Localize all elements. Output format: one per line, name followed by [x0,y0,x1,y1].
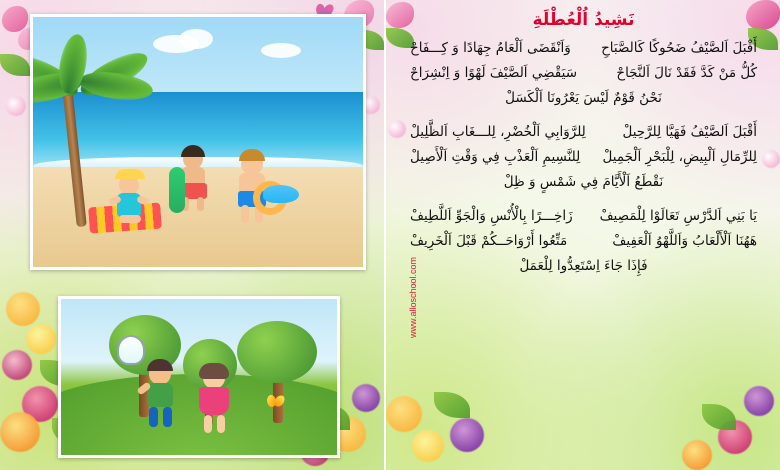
right-poem-panel [384,0,780,470]
verse-hemistich-second: زَاخِـــرًا بِالْأُنْسِ وَالْجَوِّ اَللَّطِيفْ [410,207,573,224]
flower-petal-decoration [2,6,28,32]
verse-hemistich-first: لِلرِّمَالِ اَلْبِيضِ، لِلْبَحْرِ اَلْجَمِيلْ [602,148,758,165]
poem-body [400,0,767,470]
poem-verse [406,204,761,229]
verse-hemistich-second: مَتِّعُوا أَرْوَاحَــكُمْ قَبْلَ اَلْخَرِيفْ [410,232,568,249]
poem-verse [406,254,761,279]
poem-stanza [406,120,761,195]
flower-decoration [6,96,26,116]
flower-decoration [6,292,40,326]
flower-decoration [0,412,40,452]
poem-stanza [406,36,761,111]
poem-verse [406,86,761,111]
verse-hemistich-second: لِلنَّسِيمِ اَلْعَذْبِ فِي وَقْتِ اَلْأَصِيلْ [410,148,581,165]
beach-scene-illustration [30,14,366,270]
verse-hemistich-first: أَقْبَلَ اَلصَّيْفُ ضَحُوكًا كَالصَّبَاحِ [601,40,758,56]
cloud-shape [261,43,301,58]
verse-hemistich-first: أَقْبَلَ اَلصَّيْفُ فَهَيَّا لِلرَّحِيلْ [622,123,758,140]
verse-hemistich-first: هَهُنَا اَلْأَلْعَابُ وَاَللَّهْوُ اَلْعَفِيفْ [612,232,758,249]
watermark-text: www.alloschool.com [408,256,419,338]
poem-verse [406,61,761,86]
garden-scene-illustration [58,296,340,458]
child-figure-boy-green [173,145,217,211]
poem-verse [406,36,761,61]
poem-stanza [406,204,761,279]
verse-hemistich-single: نَحْنُ قَوْمٌ لَيْسَ يَعْرُونَا اَلْكَسَلْ [505,89,662,106]
flower-decoration [2,350,32,380]
child-figure-girl-garden [193,365,239,435]
verse-hemistich-second: سَيَقْضِي اَلصَّيْفَ لَهْوًا وَ اِنْشِرَاحْ [410,64,578,81]
child-figure-boy-ring [229,151,279,227]
child-figure-boy-garden [139,361,185,431]
flower-decoration [26,324,56,354]
inflatable-dolphin [263,185,299,203]
cloud-shape [179,29,213,49]
poem-verse [406,120,761,145]
verse-hemistich-second: وَاَنْقَضَى اَلْعَامُ جِهَادًا وَ كِـــفَاحْ [410,40,571,56]
poem-verse [406,229,761,254]
leaf-decoration [0,54,30,76]
page-title: نَشِيدُ اُلْعُطْلَةِ [532,10,635,30]
verse-hemistich-single: نَقْطَعُ اَلْأَيَّامَ فِي شَمْسٍ وَ ظِلْ [503,173,664,190]
poem-verse [406,170,761,195]
left-illustration-panel [0,0,384,470]
verse-hemistich-first: يَا بَنِي اَلدَّرْسِ تَعَالَوْا لِلْمَصِيفْ [599,207,758,224]
verse-hemistich-second: لِلرَّوَابِي اَلْخُضْرِ، لِلـــغَابِ اَلظَّلِيلْ [410,123,586,140]
child-figure-girl [107,167,157,227]
flower-decoration [352,384,380,412]
poem-verse [406,145,761,170]
verse-hemistich-first: كُلُّ مَنْ كَدَّ فَقَدْ نَالَ اَلنَّجَاحْ [616,64,758,81]
verse-hemistich-single: فَإِذَا جَاءَ اِسْتَعِدُّوا لِلْعَمَلْ [519,257,648,274]
